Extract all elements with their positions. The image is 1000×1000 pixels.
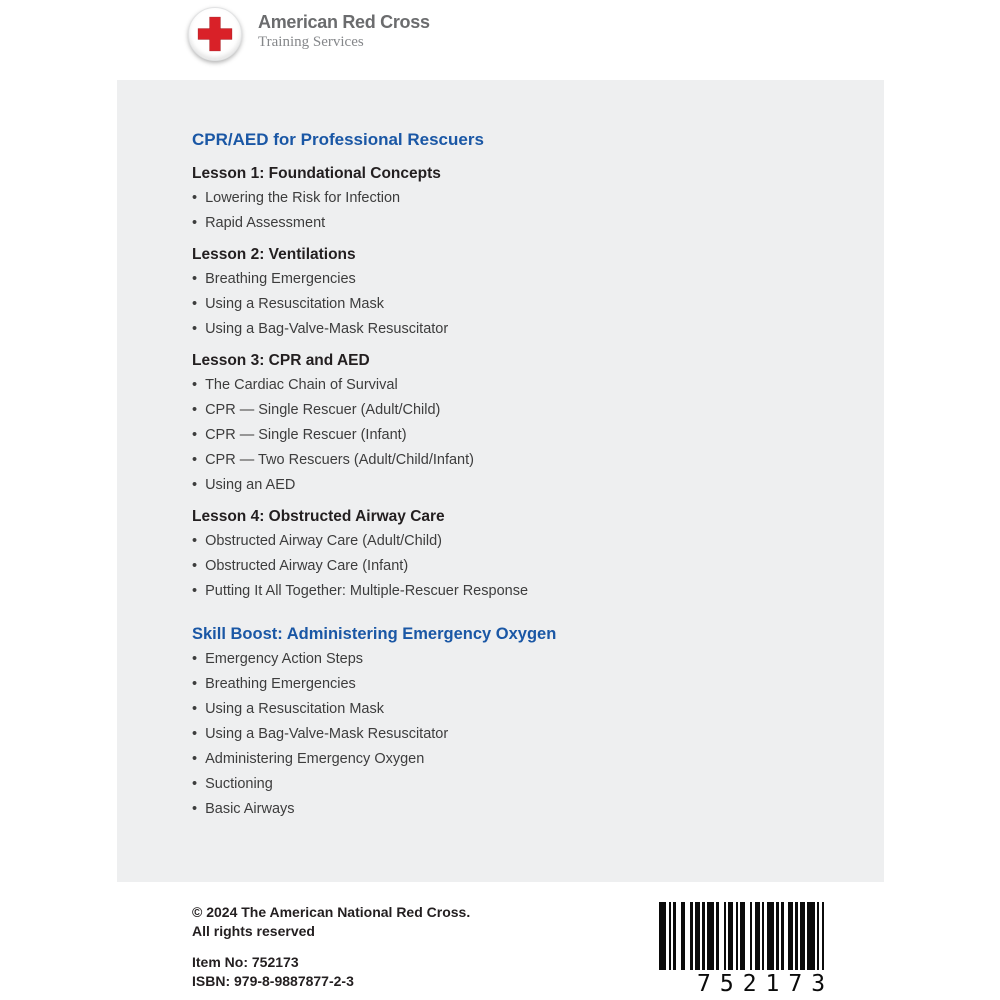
lesson-item: • CPR — Single Rescuer (Infant) [192, 423, 854, 448]
lesson-item: • Breathing Emergencies [192, 672, 854, 697]
lesson-item: • Putting It All Together: Multiple-Rescuer Response [192, 579, 854, 604]
item-block [192, 953, 354, 991]
toc-sections [192, 161, 854, 822]
lesson-item: • Rapid Assessment [192, 211, 854, 236]
barcode-digits: 752173 [697, 971, 835, 997]
isbn: ISBN: 979-8-9887877-2-3 [192, 973, 354, 989]
brand-text-block [258, 7, 430, 52]
barcode-bar [707, 902, 714, 970]
lesson-item: • Using a Bag-Valve-Mask Resuscitator [192, 317, 854, 342]
barcode-bar [822, 902, 824, 970]
lesson-item: • The Cardiac Chain of Survival [192, 373, 854, 398]
barcode-bars [659, 902, 827, 970]
toc-title: CPR/AED for Professional Rescuers [192, 130, 484, 149]
lesson-heading: Lesson 2: Ventilations [192, 246, 356, 263]
barcode-bar [659, 902, 666, 970]
lesson-item: • CPR — Single Rescuer (Adult/Child) [192, 398, 854, 423]
skill-boost-heading: Skill Boost: Administering Emergency Oxygen [192, 625, 557, 643]
barcode-bar [767, 902, 774, 970]
lesson-item: • Breathing Emergencies [192, 267, 854, 292]
copyright-block [192, 903, 470, 941]
lesson-item: • Obstructed Airway Care (Adult/Child) [192, 529, 854, 554]
lesson-heading: Lesson 4: Obstructed Airway Care [192, 508, 445, 525]
red-cross-icon [189, 7, 241, 61]
lesson-item: • Using a Resuscitation Mask [192, 697, 854, 722]
barcode-bar [807, 902, 814, 970]
lesson-item: • Using a Resuscitation Mask [192, 292, 854, 317]
lesson-heading: Lesson 1: Foundational Concepts [192, 165, 441, 182]
copyright-line-1: © 2024 The American National Red Cross. [192, 904, 471, 920]
toc-content [192, 127, 854, 822]
lesson-item: • Using a Bag-Valve-Mask Resuscitator [192, 722, 854, 747]
lesson-item: • Lowering the Risk for Infection [192, 186, 854, 211]
copyright-line-2: All rights reserved [192, 923, 315, 939]
lesson-heading: Lesson 3: CPR and AED [192, 352, 370, 369]
red-cross-badge [188, 7, 242, 61]
lesson-item: • Emergency Action Steps [192, 647, 854, 672]
lesson-item: • Using an AED [192, 473, 854, 498]
brand-name: American Red Cross [258, 12, 430, 32]
red-cross-logo [188, 7, 430, 61]
lesson-item: • CPR — Two Rescuers (Adult/Child/Infant) [192, 448, 854, 473]
item-number: Item No: 752173 [192, 954, 299, 970]
barcode [659, 902, 835, 997]
brand-subtitle: Training Services [258, 34, 364, 50]
lesson-item: • Administering Emergency Oxygen [192, 747, 854, 772]
toc-panel [117, 80, 884, 882]
lesson-item: • Basic Airways [192, 797, 854, 822]
lesson-item: • Obstructed Airway Care (Infant) [192, 554, 854, 579]
lesson-item: • Suctioning [192, 772, 854, 797]
